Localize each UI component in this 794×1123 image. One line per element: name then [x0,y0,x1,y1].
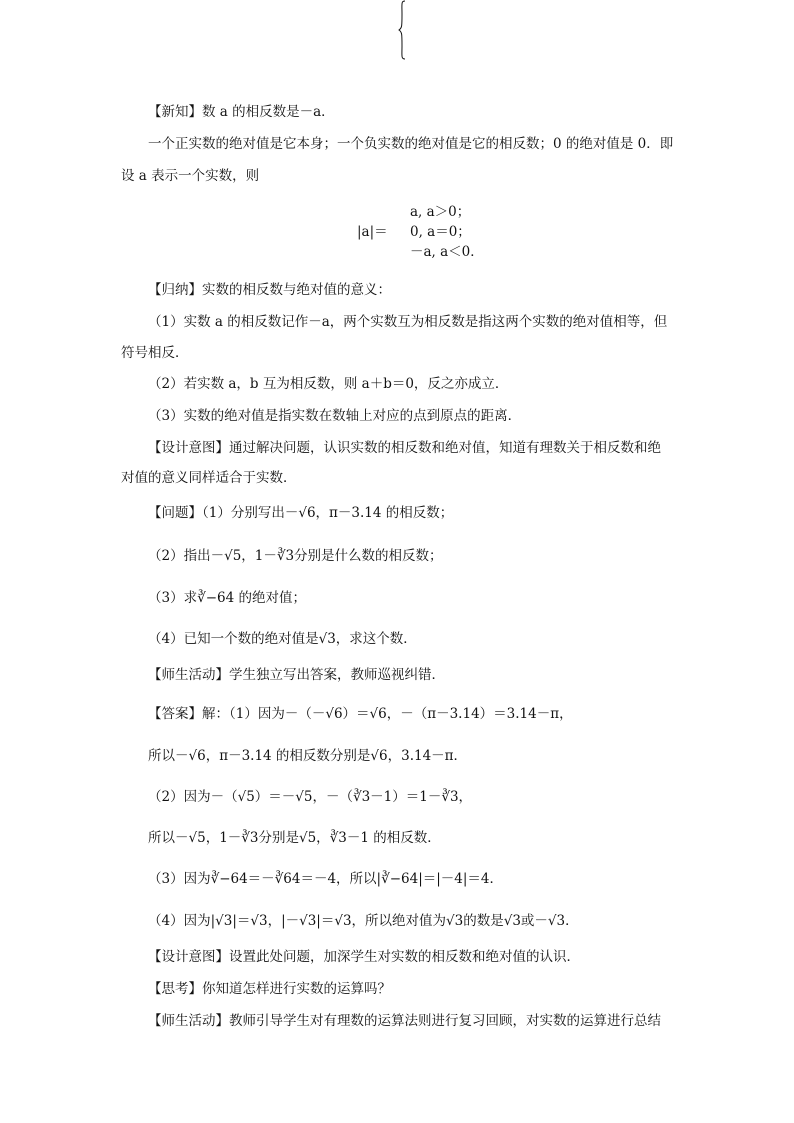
paragraph-line: （2）若实数 a，b 互为相反数，则 a＋b＝0，反之亦成立． [148,376,509,392]
answer-heading: 【答案】解：（1）因为－（－√6）＝√6，－（π－3.14）＝3.14－π， [148,706,573,722]
paragraph-line: 设 a 表示一个实数，则 [121,168,260,184]
activity-heading: 【师生活动】教师引导学生对有理数的运算法则进行复习回顾，对实数的运算进行总结 [148,1013,661,1029]
question-line: （3）求∛−64 的绝对值； [148,590,306,606]
case-negative: －a, a＜0． [410,244,484,260]
question-line: （4）已知一个数的绝对值是√3，求这个数． [148,631,417,647]
paragraph-line: 一个正实数的绝对值是它本身；一个负实数的绝对值是它的相反数；0 的绝对值是 0．即 [148,136,674,152]
activity-heading: 【师生活动】学生独立写出答案，教师巡视纠错． [148,667,445,683]
left-brace-icon [398,0,406,60]
paragraph-line: 对值的意义同样适合于实数． [121,470,297,486]
question-heading: 【问题】（1）分别写出－√6，π－3.14 的相反数； [148,505,454,521]
answer-line: 所以－√6，π－3.14 的相反数分别是√6，3.14－π． [148,748,468,764]
paragraph-line: （1）实数 a 的相反数记作－a，两个实数互为相反数是指这两个实数的绝对值相等，但 [148,314,668,330]
summary-heading: 【归纳】实数的相反数与绝对值的意义： [148,282,391,298]
abs-label: |a|＝ [357,224,388,240]
design-intent-heading: 【设计意图】通过解决问题，认识实数的相反数和绝对值，知道有理数关于相反数和绝 [148,440,661,456]
paragraph-line: 符号相反． [121,345,189,361]
answer-line: （3）因为∛−64＝－∛64＝－4，所以|∛−64|＝|－4|＝4． [148,871,504,887]
think-heading: 【思考】你知道怎样进行实数的运算吗？ [148,981,391,997]
design-intent-heading: 【设计意图】设置此处问题，加深学生对实数的相反数和绝对值的认识． [148,949,580,965]
answer-line: （2）因为－（√5）＝－√5，－（∛3－1）＝1－∛3， [148,789,473,805]
question-line: （2）指出－√5，1－∛3分别是什么数的相反数； [148,548,443,564]
answer-line: （4）因为|√3|＝√3，|－√3|＝√3，所以绝对值为√3的数是√3或－√3． [148,913,579,929]
case-positive: a, a＞0； [410,204,471,220]
case-zero: 0, a＝0； [410,224,471,240]
new-knowledge-heading: 【新知】数 a 的相反数是－a． [148,104,335,120]
paragraph-line: （3）实数的绝对值是指实数在数轴上对应的点到原点的距离． [148,408,522,424]
answer-line: 所以－√5，1－∛3分别是√5，∛3－1 的相反数． [148,830,441,846]
